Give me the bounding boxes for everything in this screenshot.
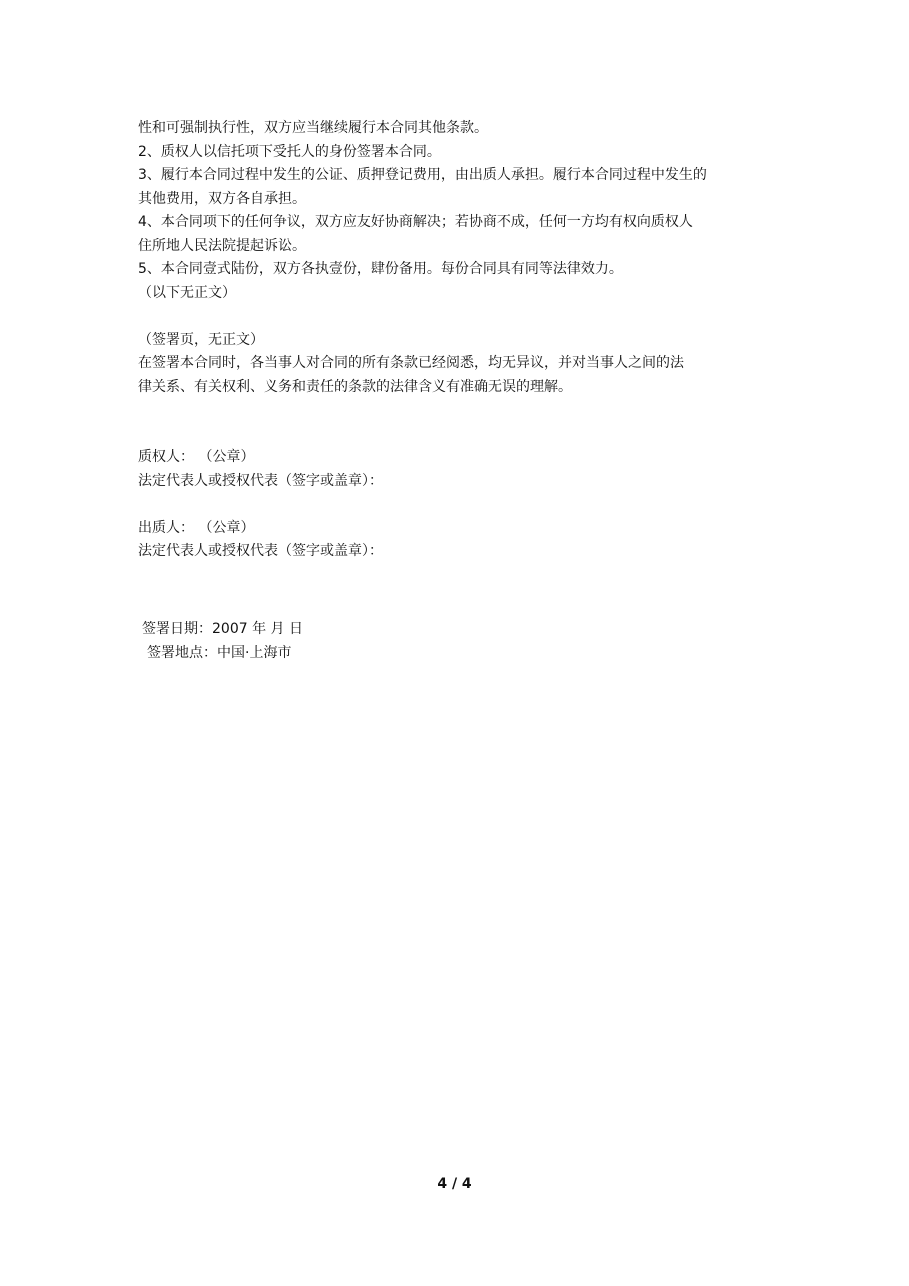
pledgor-label: 出质人： （公章） (138, 519, 255, 536)
spacer (138, 493, 778, 517)
clause-2: 2、质权人以信托项下受托人的身份签署本合同。 (138, 143, 441, 160)
pledgee-label: 质权人： （公章） (138, 449, 255, 465)
page-number: 4 / 4 (437, 1176, 472, 1192)
no-more-text: （以下无正文） (138, 284, 236, 301)
pledgor-representative: 法定代表人或授权代表（签字或盖章）： (138, 543, 383, 559)
contract-body (138, 117, 778, 564)
clause-4-line-2: 住所地人民法院提起诉讼。 (138, 237, 306, 254)
sign-date: 签署日期：2007 年 月 日 (142, 621, 303, 637)
signature-page-title: （签署页，无正文） (138, 331, 264, 348)
clause-5: 5、本合同壹式陆份，双方各执壹份，肆份备用。每份合同具有同等法律效力。 (138, 261, 623, 277)
clause-3-line-2: 其他费用，双方各自承担。 (138, 190, 306, 207)
acknowledgement-line-2: 律关系、有关权利、义务和责任的条款的法律含义有准确无误的理解。 (138, 378, 572, 395)
clause-3-line-1: 3、履行本合同过程中发生的公证、质押登记费用，由出质人承担。履行本合同过程中发生的 (138, 167, 707, 183)
clause-4-line-1: 4、本合同项下的任何争议，双方应友好协商解决；若协商不成，任何一方均有权向质权人 (138, 214, 693, 230)
sign-place: 签署地点：中国·上海市 (147, 645, 292, 661)
pledgee-representative: 法定代表人或授权代表（签字或盖章）： (138, 472, 383, 489)
acknowledgement-line-1: 在签署本合同时，各当事人对合同的所有条款已经阅悉，均无异议，并对当事人之间的法 (138, 355, 684, 371)
clause-tail: 性和可强制执行性，双方应当继续履行本合同其他条款。 (138, 120, 488, 136)
spacer (138, 305, 778, 329)
spacer (138, 399, 778, 446)
